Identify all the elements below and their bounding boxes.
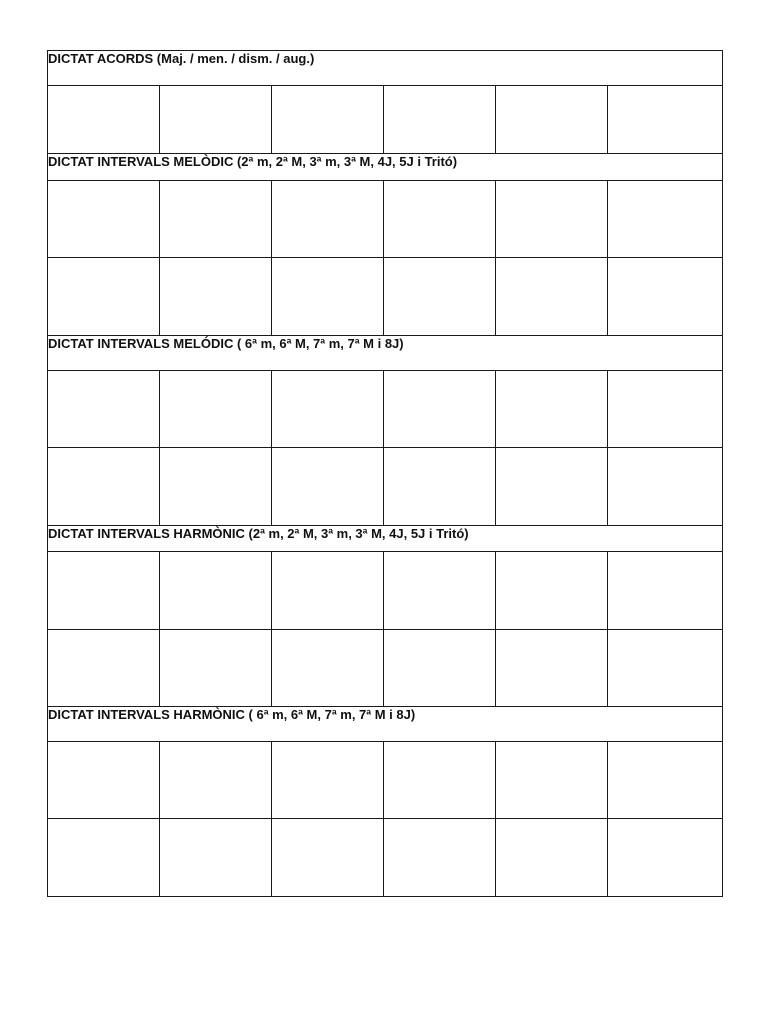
answer-cell[interactable]	[608, 371, 723, 448]
dictation-worksheet-table	[47, 50, 723, 897]
answer-cell[interactable]	[160, 742, 272, 819]
answer-cell[interactable]	[608, 86, 723, 154]
answer-cell[interactable]	[384, 630, 496, 707]
answer-cell[interactable]	[272, 258, 384, 336]
answer-cell[interactable]	[272, 630, 384, 707]
answer-cell[interactable]	[272, 371, 384, 448]
answer-cell[interactable]	[272, 86, 384, 154]
answer-row	[48, 86, 723, 154]
answer-cell[interactable]	[608, 742, 723, 819]
answer-row	[48, 258, 723, 336]
answer-cell[interactable]	[608, 258, 723, 336]
answer-cell[interactable]	[384, 86, 496, 154]
answer-cell[interactable]	[384, 371, 496, 448]
answer-row	[48, 552, 723, 630]
answer-row	[48, 181, 723, 258]
section-title-acords: DICTAT ACORDS (Maj. / men. / dism. / aug.)	[48, 51, 723, 86]
answer-cell[interactable]	[48, 86, 160, 154]
answer-cell[interactable]	[272, 742, 384, 819]
answer-cell[interactable]	[160, 86, 272, 154]
section-title-melodic-1: DICTAT INTERVALS MELÒDIC (2ª m, 2ª M, 3ª m, 3ª M, 4J, 5J i Tritó)	[48, 154, 723, 181]
answer-cell[interactable]	[48, 448, 160, 526]
answer-cell[interactable]	[160, 371, 272, 448]
section-title-melodic-2: DICTAT INTERVALS MELÓDIC ( 6ª m, 6ª M, 7ª m, 7ª M i 8J)	[48, 336, 723, 371]
answer-cell[interactable]	[48, 630, 160, 707]
answer-cell[interactable]	[496, 181, 608, 258]
section-header-row	[48, 154, 723, 181]
answer-cell[interactable]	[496, 552, 608, 630]
answer-cell[interactable]	[496, 258, 608, 336]
section-header-row	[48, 526, 723, 552]
answer-cell[interactable]	[496, 742, 608, 819]
answer-row	[48, 742, 723, 819]
section-header-row	[48, 336, 723, 371]
answer-cell[interactable]	[384, 181, 496, 258]
section-header-row	[48, 51, 723, 86]
answer-cell[interactable]	[48, 552, 160, 630]
answer-cell[interactable]	[48, 258, 160, 336]
answer-cell[interactable]	[160, 630, 272, 707]
answer-row	[48, 630, 723, 707]
answer-cell[interactable]	[608, 448, 723, 526]
answer-cell[interactable]	[496, 371, 608, 448]
answer-cell[interactable]	[48, 742, 160, 819]
answer-cell[interactable]	[496, 86, 608, 154]
answer-cell[interactable]	[272, 181, 384, 258]
answer-cell[interactable]	[384, 448, 496, 526]
answer-cell[interactable]	[496, 448, 608, 526]
answer-cell[interactable]	[48, 819, 160, 897]
answer-cell[interactable]	[160, 181, 272, 258]
answer-cell[interactable]	[160, 552, 272, 630]
answer-row	[48, 371, 723, 448]
answer-cell[interactable]	[384, 742, 496, 819]
answer-cell[interactable]	[608, 819, 723, 897]
answer-cell[interactable]	[272, 552, 384, 630]
answer-cell[interactable]	[160, 819, 272, 897]
answer-cell[interactable]	[608, 552, 723, 630]
answer-cell[interactable]	[272, 819, 384, 897]
answer-row	[48, 448, 723, 526]
section-title-harmonic-1: DICTAT INTERVALS HARMÒNIC (2ª m, 2ª M, 3ª m, 3ª M, 4J, 5J i Tritó)	[48, 526, 723, 552]
answer-cell[interactable]	[608, 181, 723, 258]
answer-cell[interactable]	[608, 630, 723, 707]
answer-cell[interactable]	[384, 552, 496, 630]
answer-cell[interactable]	[496, 630, 608, 707]
section-title-harmonic-2: DICTAT INTERVALS HARMÒNIC ( 6ª m, 6ª M, 7ª m, 7ª M i 8J)	[48, 707, 723, 742]
answer-cell[interactable]	[48, 371, 160, 448]
answer-cell[interactable]	[160, 448, 272, 526]
answer-cell[interactable]	[384, 819, 496, 897]
answer-cell[interactable]	[160, 258, 272, 336]
answer-cell[interactable]	[272, 448, 384, 526]
answer-row	[48, 819, 723, 897]
answer-cell[interactable]	[496, 819, 608, 897]
answer-cell[interactable]	[384, 258, 496, 336]
answer-cell[interactable]	[48, 181, 160, 258]
section-header-row	[48, 707, 723, 742]
